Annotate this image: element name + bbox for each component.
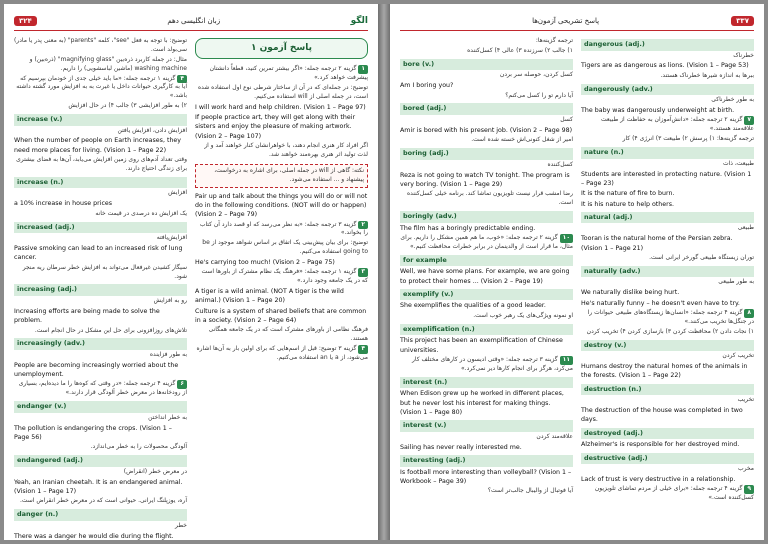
answer-text: گزینه ۳ توضیح: قبل از اسم‌هایی که برای اولین بار به آن‌ها اشاره می‌شود، از a یا an استفاده می‌کنیم.	[196, 345, 368, 361]
persian-text: طبیعی	[737, 224, 754, 232]
english-example: Students are interested in protecting nature. (Vision 1 – Page 23)	[581, 170, 752, 187]
vocab-entry: endangered (adj.)	[14, 455, 187, 467]
answer-item	[195, 268, 368, 286]
persian-text: افزایش‌یافته	[156, 234, 187, 242]
vocab-entry: bore (v.)	[400, 59, 573, 71]
english-example: When Edison grew up he worked in different places, but he never lost his interest for making things. (Vision 1 – Page 80)	[400, 390, 564, 416]
vocab-entry: increased (adj.)	[14, 222, 187, 234]
english-example: Alzheimer's is responsible for her destroyed mind.	[581, 441, 740, 449]
english-example: Increasing efforts are being made to solve the problem.	[14, 307, 160, 325]
english-example: The film has a boringly predictable ending.	[400, 224, 536, 232]
left-page-header	[14, 12, 368, 31]
persian-text: توضیح: در جمله‌ای که در آن از ساختار شرطی نوع اول استفاده شده است، در جمله اصلی از will استفاده می‌کنیم.	[197, 84, 368, 100]
persian-text: فرهنگ نظامی از باورهای مشترک است که در یک جامعه همگانی هستند.	[208, 326, 368, 343]
question-number: ۱	[358, 65, 368, 74]
persian-text: او نمونه ویژگی‌های یک رهبر خوب است.	[473, 311, 573, 319]
vocab-entry: destruction (n.)	[581, 384, 754, 396]
english-example: Humans destroy the natural homes of the animals in the forests. (Vision 1 – Page 22)	[581, 363, 748, 380]
persian-text: یک افزایش ده درصدی در قیمت خانه	[95, 209, 187, 217]
english-example: The pollution is endangering the crops. (Vision 1 – Page 56)	[14, 424, 172, 442]
english-example: Tigers are as dangerous as lions. (Vision 1 – Page 53)	[581, 62, 749, 70]
vocab-entry: natural (adj.)	[581, 212, 754, 224]
answer-text: گزینه ۴ ترجمه جمله: «برای خیلی از مردم تماشای تلویزیون کسل‌کننده است.»	[594, 485, 754, 502]
english-example: a 10% increase in house prices	[14, 200, 113, 208]
english-example: Tooran is the natural home of the Persian zebra. (Vision 1 – Page 21)	[581, 235, 733, 252]
right-page	[390, 4, 764, 540]
vocab-entry: exemplification (n.)	[400, 324, 573, 336]
english-example: A tiger is a wild animal. (NOT A tiger is the wild animal.) (Vision 1 – Page 20)	[195, 288, 344, 305]
answer-item	[195, 65, 368, 83]
answer-item	[581, 309, 754, 327]
persian-text: امیر از شغل کنونی‌اش خسته شده است.	[471, 136, 573, 144]
persian-text: ۱) جالب ۲) سرزنده ۳) عالی ۴) کسل‌کننده	[467, 46, 573, 54]
persian-text: آیا فوتبال از والیبال جالب‌تر است؟	[487, 487, 573, 495]
english-example: It is the nature of fire to burn.	[581, 190, 675, 198]
book-spine	[378, 4, 390, 540]
page-number: ۳۲۴	[14, 16, 37, 26]
answer-text: گزینه ۲ ترجمه جمله: «خوب، ما هم همین مشکل را داریم. برای مثال، ما قرار است از والدینمان در برابر خطرات محافظت کنیم.»	[400, 233, 573, 250]
persian-text: تخریب کردن	[722, 352, 754, 360]
english-example: Sailing has never really interested me.	[400, 443, 522, 451]
english-example: He's naturally funny – he doesn't even have to try.	[581, 299, 740, 307]
persian-text: افزایش دادن، افزایش یافتن	[117, 126, 187, 134]
english-example: Well, we have some plans. For example, we are going to protect their homes ... (Vision 2 – Page 19)	[400, 268, 570, 285]
answer-item	[195, 221, 368, 239]
persian-text: طبیعت، ذات	[722, 159, 754, 167]
persian-text: مخرب	[737, 465, 754, 473]
persian-text: به طور طبیعی	[718, 278, 754, 286]
vocab-entry: interest (v.)	[400, 420, 573, 432]
persian-text: ۱) نجات دادن ۲) محافظت کردن ۳) بازسازی کردن ۴) تخریب کردن	[586, 327, 754, 335]
persian-text: در معرض خطر (انقراض)	[123, 467, 187, 475]
answer-item	[400, 356, 573, 374]
persian-text: ترجمه گزینه‌ها:	[535, 37, 573, 44]
english-example: Culture is a system of shared beliefs that are common in a society. (Vision 2 – Page 64)	[195, 307, 367, 324]
english-example: There was a danger he would die during the flight.	[14, 532, 174, 540]
answer-text: گزینه ۲ ترجمه جمله: «اگر بیشتر تمرین کنید، قطعاً دانشتان پیشرفت خواهد کرد.»	[209, 65, 368, 82]
vocab-entry: increasingly (adv.)	[14, 338, 187, 350]
english-example: The destruction of the house was completed in two days.	[581, 407, 743, 424]
persian-text: کسل‌کننده	[547, 160, 573, 168]
english-example: We naturally dislike being hurt.	[581, 289, 680, 297]
answer-text: گزینه ۳ ترجمه جمله: «وقتی ادیسون در کارهای مختلف کار می‌کرد، هرگز برای انجام کارها دیر نمی‌کرد.»	[411, 355, 573, 372]
vocab-entry: increase (v.)	[14, 114, 187, 126]
english-example: She exemplifies the qualities of a good leader.	[400, 302, 546, 310]
vocab-entry: bored (adj.)	[400, 103, 573, 115]
vocab-entry: increasing (adj.)	[14, 284, 187, 296]
question-number: ۴	[177, 75, 187, 84]
english-example: Yeah, an Iranian cheetah. It is an endangered animal. (Vision 1 – Page 17)	[14, 478, 183, 496]
left-page-column-right	[195, 36, 368, 530]
vocab-entry: boring (adj.)	[400, 148, 573, 160]
vocab-entry: exemplify (v.)	[400, 289, 573, 301]
persian-text: آیا دارم تو را کسل می‌کنم؟	[505, 91, 573, 99]
persian-text: خطرناک	[733, 51, 754, 59]
english-example: Am I boring you?	[400, 82, 454, 90]
english-example: Reza is not going to watch TV tonight. The program is very boring. (Vision 1 – Page 29)	[400, 171, 570, 188]
vocab-entry: nature (n.)	[581, 147, 754, 159]
english-example: If people practice art, they will get along with their sisters and enjoy the pleasure of making artwork. (Vision 2 – Page 107)	[195, 114, 356, 140]
persian-text: رو به افزایش	[153, 297, 187, 304]
english-example: Passive smoking can lead to an increased risk of lung cancer.	[14, 245, 183, 262]
answer-item	[400, 234, 573, 252]
persian-text: تخریب	[737, 396, 754, 404]
answer-text: گزینه ۴ ترجمه جمله: «انسان‌ها زیستگاه‌های طبیعی حیوانات را در جنگل‌ها تخریب می‌کنند.»	[587, 308, 754, 325]
english-example: When the number of people on Earth increases, they need more places for living. (Vision 1 – Page 22)	[14, 137, 182, 154]
answer-item	[14, 380, 187, 398]
answer-item	[195, 345, 368, 363]
persian-text: به خطر انداختن	[148, 413, 187, 421]
question-number: ۷	[744, 116, 754, 125]
persian-text: علاقه‌مند کردن	[536, 432, 573, 440]
vocab-entry: increase (n.)	[14, 177, 187, 189]
right-page-column-left	[400, 36, 573, 530]
persian-text: ببرها به اندازه شیرها خطرناک هستند.	[660, 71, 754, 79]
english-example: Amir is bored with his present job. (Vision 2 – Page 98)	[400, 126, 573, 134]
question-number: ۶	[177, 380, 187, 389]
persian-text: تلاش‌های روز‌افزونی برای حل این مشکل در حال انجام است.	[34, 326, 187, 334]
question-number: ۱۰	[560, 234, 573, 243]
persian-text: ۲) به طور افزایشی ۳) جالب ۴) در حال افزایش	[68, 102, 187, 110]
persian-text: توضیح: برای بیان پیش‌بینی یک اتفاق بر اساس شواهد موجود از be going to استفاده می‌کنیم.	[202, 239, 368, 256]
vocab-entry: naturally (adv.)	[581, 266, 754, 278]
answer-text: گزینه ۴ ترجمه جمله: «در وقتی که کوه‌ها را ما دیده‌ایم، بسیاری از رودخانه‌ها در معرض خطر آلودگی قرار دارند.»	[18, 380, 187, 397]
right-page-column-right	[581, 36, 754, 530]
answer-item	[14, 75, 187, 102]
persian-text: مثال: در جمله کاربرد ذره‌بین "magnifying glass" (ذره‌بین) و washing machine (ماشین لباسشویی) را داریم.	[29, 55, 187, 72]
question-number: ۸	[744, 309, 754, 318]
vocab-entry: dangerously (adv.)	[581, 84, 754, 96]
vocab-entry: destructive (adj.)	[581, 453, 754, 465]
persian-text: ترجمه گزینه‌ها: ۱) پرسش ۲) طبیعت ۳) انرژی ۴) کار	[622, 135, 754, 143]
vocab-entry: endanger (v.)	[14, 401, 187, 413]
vocab-entry: interest (n.)	[400, 377, 573, 389]
answer-item	[581, 116, 754, 134]
vocab-entry: boringly (adv.)	[400, 211, 573, 223]
question-number: ۱۱	[560, 356, 573, 365]
persian-text: اگر افراد کار هنری انجام دهند، با خواهرانشان کنار خواهند آمد و از لذت تولید اثر هنری بهره‌مند خواهند شد.	[204, 142, 368, 158]
answer-text: گزینه ۱ ترجمه جمله: «فرهنگ یک نظام مشترک از باورها است که در یک جامعه وجود دارد.»	[201, 268, 368, 285]
note-box: نکته: گاهی از will در جمله اصلی، برای اشاره به درخواست، پیشنهاد و ... استفاده می‌شود.	[195, 164, 368, 188]
english-example: People are becoming increasingly worried about the unemployment.	[14, 361, 179, 379]
answer-item	[581, 485, 754, 503]
left-page-column-left	[13, 36, 187, 540]
question-number: ۳	[358, 268, 368, 277]
english-example: This project has been an exemplification of Chinese universities.	[400, 337, 563, 354]
persian-text: توران زیستگاه طبیعی گورخر ایرانی است.	[649, 253, 754, 261]
right-page-header	[400, 12, 754, 31]
vocab-entry: for example	[400, 255, 573, 267]
page-title: پاسخ تشریحی آزمون‌ها	[532, 17, 600, 25]
vocab-entry: destroyed (adj.)	[581, 428, 754, 440]
vocab-entry: danger (n.)	[14, 509, 187, 521]
question-number: ۴	[358, 345, 368, 354]
english-example: Pair up and talk about the things you will do or will not do in the following conditions. (NOT will do or happen) (Vision 2 – Page 79)	[195, 192, 368, 219]
persian-text: آلودگی محصولات را به خطر می‌اندازد.	[90, 443, 187, 451]
persian-text: به طور فزاینده	[149, 350, 187, 358]
persian-text: خطر	[175, 521, 187, 529]
english-example: It is his nature to help others.	[581, 200, 675, 208]
persian-text: کسل	[560, 116, 573, 124]
persian-text: سیگار کشیدن غیرفعال می‌تواند به افزایش خطر سرطان ریه منجر شود.	[22, 263, 187, 280]
vocab-entry: dangerous (adj.)	[581, 39, 754, 51]
persian-text: کسل کردن، حوصله سر بردن	[499, 71, 573, 79]
english-example: Lack of trust is very destructive in a relationship.	[581, 476, 736, 484]
answer-text: گزینه ۲ ترجمه جمله: «دانش‌آموزان به حفاظت از طبیعت علاقه‌مند هستند.»	[601, 116, 754, 133]
answer-text: گزینه ۳ ترجمه جمله: «به نظر می‌رسد که او قصد دارد آن کتاب را بخواند.»	[199, 220, 368, 237]
persian-text: توضیح: با توجه به فعل "see"، کلمه "parents" (به معنی پدر یا مادر) سی‌بولد است.	[13, 37, 187, 53]
english-example: He's carrying too much! (Vision 2 – Page 75)	[195, 259, 335, 266]
question-number: ۲	[358, 221, 368, 230]
persian-text: رضا امشب قرار نیست تلویزیون تماشا کند. برنامه خیلی کسل‌کننده است.	[407, 190, 573, 207]
english-example: The baby was dangerously underweight at birth.	[581, 107, 735, 115]
english-example: Is football more interesting than volleyball? (Vision 1 – Workbook – Page 39)	[400, 468, 572, 485]
english-example: I will work hard and help children. (Vision 1 – Page 97)	[195, 103, 366, 111]
persian-text: به طور خطرناکی	[711, 96, 754, 104]
left-page	[4, 4, 378, 540]
answer-text: گزینه ۱ ترجمه جمله: «ما باید خیلی جدی از خودمان بپرسیم که آیا به کارگیری حیوانات داخل یا غیرت به به افزایش مورد گشته داشته باشد.»	[16, 74, 187, 100]
question-number: ۹	[744, 485, 754, 494]
book-title: زبان انگلیسی دهم	[167, 17, 221, 25]
publisher-logo: الگو	[350, 16, 368, 26]
persian-text: افزایش	[168, 189, 187, 197]
section-title: پاسخ آزمون ۱	[195, 38, 368, 59]
persian-text: آره، یوزپلنگ ایرانی. حیوانی است که در معرض خطر انقراض است.	[19, 497, 187, 505]
persian-text: وقتی تعداد آدم‌های روی زمین افزایش می‌یابد، آن‌ها به فضای بیشتری برای زندگی احتیاج دارند.	[16, 156, 187, 172]
page-number: ۳۳۷	[731, 16, 754, 26]
vocab-entry: destroy (v.)	[581, 340, 754, 352]
vocab-entry: interesting (adj.)	[400, 455, 573, 467]
